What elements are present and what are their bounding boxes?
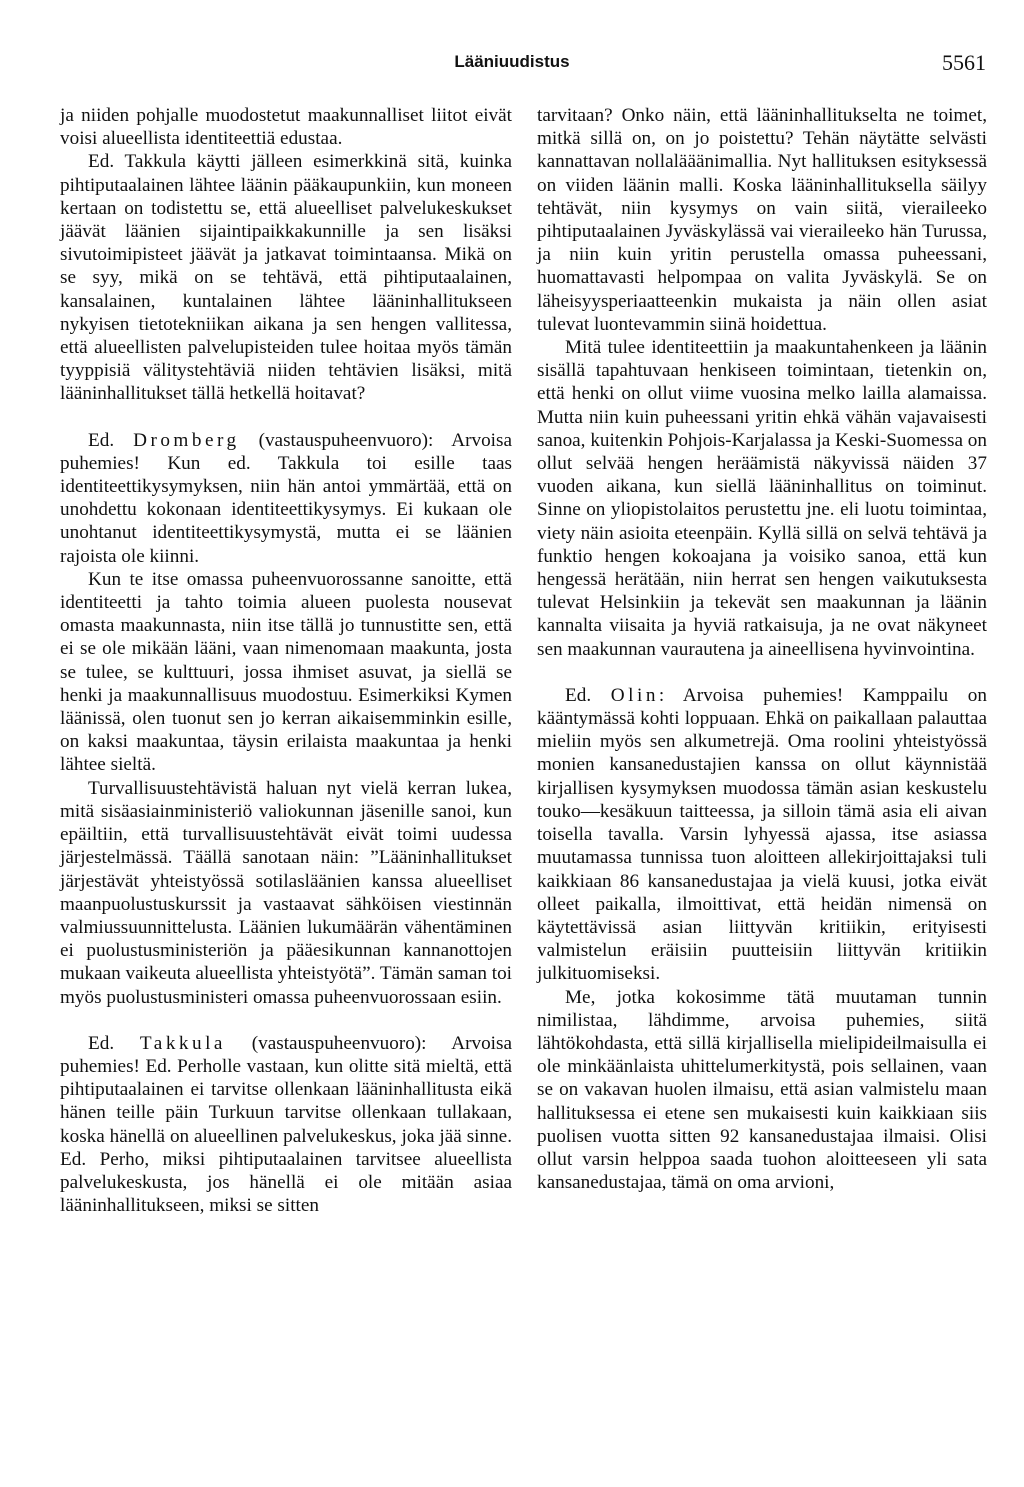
- left-column: [60, 104, 512, 1217]
- paragraph: Kun te itse omassa puheenvuorossanne sanoitte, että identiteetti ja tahto toimia alueen puolesta nousevat omasta maakunnasta, niin itse tällä jo tunnustitte sen, että ei se ole mikään lääni, vaan nimenomaan maakunta, josta se tulee, se kulttuuri, jossa ihmiset asuvat, ja siellä se henki ja maakunnallisuus muodostuu. Esimerkiksi Kymen läänissä, olen tuonut sen jo kerran aikaisemminkin esille, on kaksi maakuntaa, täysin erilaista maakuntaa ja henki lähtee sieltä.: [60, 568, 512, 776]
- speech-paragraph: [537, 684, 987, 986]
- speaker-name: Takkula: [139, 1032, 226, 1054]
- speech-prefix: Ed.: [88, 429, 115, 451]
- paragraph: Turvallisuustehtävistä haluan nyt vielä kerran lukea, mitä sisäasiainministeriö valiokunnan jäsenille sanoi, kun epäiltiin, että turvallisuustehtävät eivät toimi uudessa järjestelmässä. Täällä sanotaan näin: ”Lääninhallitukset järjestävät yhteistyössä sotilasläänien kanssa alueelliset maanpuolustuskurssit ja vastaavat sähköisen viestinnän valmiussuunnittelusta. Läänien lukumäärän vähentäminen ei puolustusministeriön ja pääesikunnan kannanottojen mukaan vaikeuta alueellista yhteistyötä”. Tämän saman toi myös puolustusministeri omassa puheenvuorossaan esiin.: [60, 777, 513, 1008]
- paragraph: tarvitaan? Onko näin, että lääninhallitukselta ne toimet, mitkä sillä on, on jo poistettu? Tehän näytätte selvästi kannattavan nollalääänimallia. Nyt hallituksen esityksessä on viiden läänin malli. Koska lääninhallituksella säilyy tehtävät, niin kysymys on vain siitä, vieraileeko pihtiputaalainen Jyväskylässä vai vieraileeko hän Turussa, ja niin kuin yritin perustella omassa puheessani, huomattavasti helpompaa on valita Jyväskylä. Se on läheisyysperiaatteenkin mukaista ja näin ollen asiat tulevat luontevammin siinä hoidettua.: [537, 105, 987, 335]
- speech-prefix: Ed.: [565, 684, 592, 706]
- speech-paragraph: [60, 429, 512, 568]
- paragraph: Me, jotka kokosimme tätä muutaman tunnin nimilistaa, lähdimme, arvoisa puhemies, siitä lähtökohdasta, että sillä kirjallisella mielipideilmaisulla ei ole minkäänlaista uhittelumerkitystä, pois sellainen, vaan se on vakavan huolen ilmaisu, että asian valmistelu maan hallituksessa ei etene sen mukaisesti kuin kaikkiaan siis puolisen vuotta sitten 92 kansanedustajaa ilmaisi. Olisi ollut varsin helppoa saada tuohon aloitteeseen yli sata kansanedustajaa, tämä on oma arvioni,: [537, 986, 987, 1194]
- right-column: [537, 104, 987, 1194]
- speaker-name: Olin: [610, 684, 659, 706]
- speech-prefix: Ed.: [88, 1032, 115, 1054]
- paragraph: ja niiden pohjalle muodostetut maakunnalliset liitot eivät voisi alueellista identiteettiä edustaa.: [60, 105, 512, 150]
- running-title: Lääniuudistus: [454, 52, 570, 71]
- speech-paragraph: [60, 1032, 512, 1218]
- paragraph: Mitä tulee identiteettiin ja maakuntahenkeen ja läänin sisällä tapahtuvaan henkiseen toimintaan, tietenkin on, että henki on ollut viime vuosina melko lailla alamaissa. Mutta niin kuin puheessani yritin ehkä vähän vajavaisesti sanoa, kuitenkin Pohjois-Karjalassa ja Keski-Suomessa on ollut selvää hengen heräämistä näkyvissä näiden 37 vuoden aikana, kun siellä lääninhallitus on toiminut. Sinne on yliopistolaitos perustettu jne. eli luotu toimintaa, viety näin asioita eteenpäin. Kyllä sillä on selvä tehtävä ja funktio hengen kokoajana ja voisiko sanoa, että kun hengessä herätään, niin herrat sen hengen vaikutuksesta tulevat Helsinkiin ja tekevät sen maakunnan ja läänin kannalta viisaita ja hyviä ratkaisuja, ja ne ovat näkyneet sen maakunnan vaurautena ja aineellisena hyvinvointina.: [537, 337, 987, 660]
- paragraph: Ed. Takkula käytti jälleen esimerkkinä sitä, kuinka pihtiputaalainen lähtee läänin pääkaupunkiin, kun moneen kertaan on todistettu se, että alueelliset palvelukeskukset jäävät läänien sijaintipaikkakunnille ja sen lisäksi sivutoimipisteet jäävät ja jatkavat toimintaansa. Mikä on se syy, mikä on se tehtävä, että pihtiputaalainen, kansalainen, kuntalainen lähtee lääninhallitukseen nykyisen tietotekniikan aikana ja sen hengen vallitessa, että alueellisten palvelupisteiden tulee hoitaa myös tämän tyyppisiä välitystehtäviä niiden tehtävien lisäksi, mitä lääninhallitukset tällä hetkellä hoitavat?: [60, 151, 512, 405]
- speech-text: (vastauspuheenvuoro): Arvoisa puhemies! Kun ed. Takkula toi esille taas identiteettikysymyksen, niin hän antoi ymmärtää, että on unohdettu kokonaan identiteettikysymys. Ei kukaan ole unohtanut identiteettikysymystä, mutta ei se läänien rajoista ole kiinni.: [60, 429, 512, 567]
- page-number: 5561: [942, 50, 986, 75]
- speaker-name: Dromberg: [133, 429, 240, 451]
- speech-text: (vastauspuheenvuoro): Arvoisa puhemies! Ed. Perholle vastaan, kun olitte sitä mieltä, että pihtiputaalainen ei tarvitse ollenkaan lääninhallitusta eikä hänen teille päin Turkuun tarvitse ollenkaan tullakaan, koska hänellä on alueellinen palvelukeskus, joka jää sinne. Ed. Perho, miksi pihtiputaalainen tarvitsee alueellista palvelukeskusta, jos hänellä ei ole mitään asiaa lääninhallitukseen, miksi se sitten: [60, 1032, 512, 1217]
- speech-text: : Arvoisa puhemies! Kamppailu on kääntymässä kohti loppuaan. Ehkä on paikallaan palauttaa mieliin myös sen alkumetrejä. Oma roolini yhteistyössä monien kansanedustajien kanssa on ollut käynnistää kirjallisen kysymyksen muodossa tämän asian keskustelu touko—kesäkuun taitteessa, ja silloin tämä asia eli aivan toisella tavalla. Varsin lyhyessä ajassa, itse asiassa muutamassa tunnissa tuon aloitteen allekirjoittajaksi tuli kaikkiaan 86 kansanedustajaa ja vielä kuusi, jotka eivät olleet paikalla, ilmoittivat, että heidän nimensä on käytettävissä asian liittyvän kritiikin, erityisesti valmistelun eräisiin puutteisiin liittyvän kritiikin julkituomiseksi.: [537, 684, 987, 985]
